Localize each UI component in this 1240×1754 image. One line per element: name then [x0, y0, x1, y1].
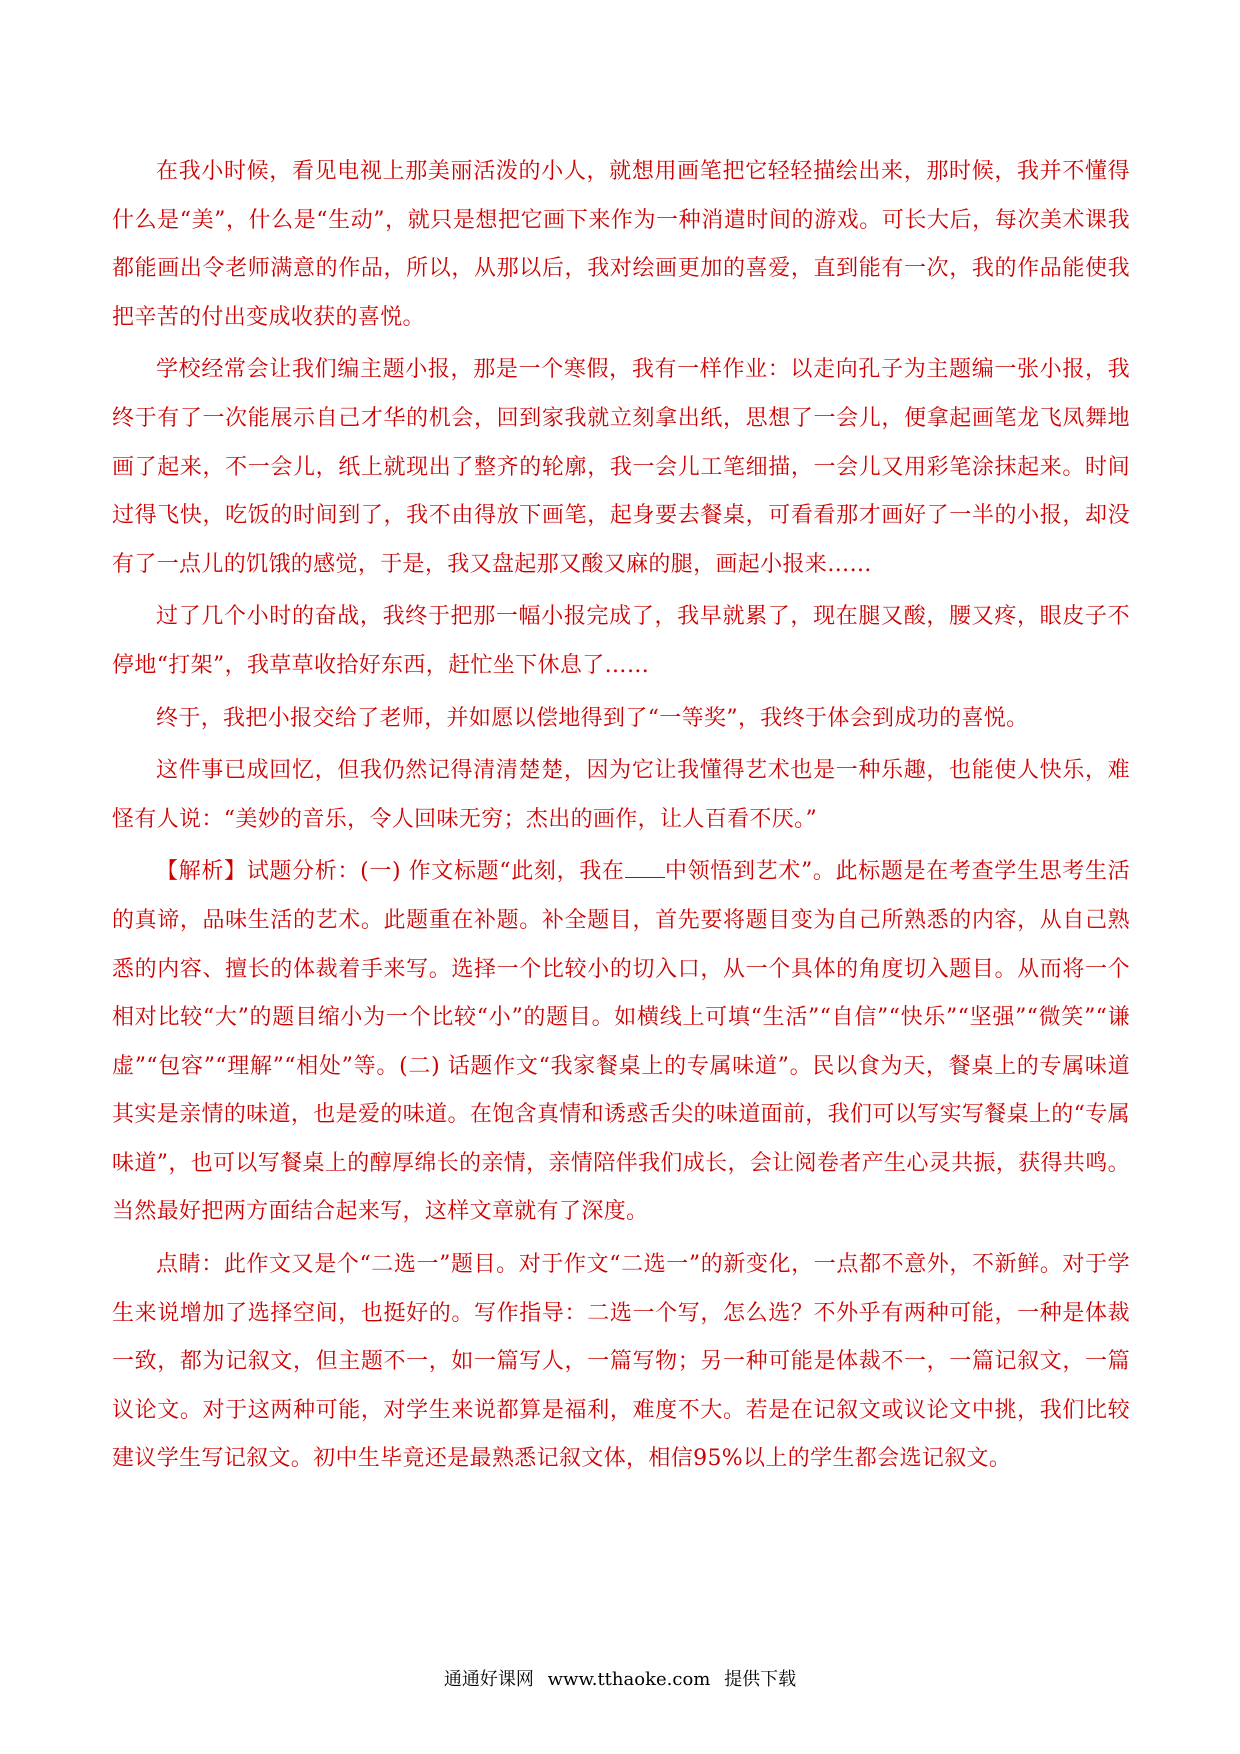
- essay-paragraph-1: 在我小时候，看见电视上那美丽活泼的小人，就想用画笔把它轻轻描绘出来，那时候，我并不懂得什么是“美”，什么是“生动”，就只是想把它画下来作为一种消遣时间的游戏。可长大后，每次美术课我都能画出令老师满意的作品，所以，从那以后，我对绘画更加的喜爱，直到能有一次，我的作品能使我把辛苦的付出变成收获的喜悦。: [112, 159, 1130, 330]
- essay-paragraph-3: 过了几个小时的奋战，我终于把那一幅小报完成了，我早就累了，现在腿又酸，腰又疼，眼皮子不停地“打架”，我草草收拾好东西，赶忙坐下休息了……: [112, 604, 1130, 678]
- footer-suffix: 提供下载: [724, 1669, 797, 1690]
- analysis-text-rest: 中领悟到艺术”。此标题是在考查学生思考生活的真谛，品味生活的艺术。此题重在补题。补全题目，首先要将题目变为自己所熟悉的内容，从自己熟悉的内容、擅长的体裁着手来写。选择一个比较小的切入口，从一个具体的角度切入题目。从而将一个相对比较“大”的题目缩小为一个比较“小”的题目。如横线上可填“生活”“自信”“快乐”“坚强”“微笑”“谦虚”“包容”“理解”“相处”等。(二) 话题作文“我家餐桌上的专属味道”。民以食为天，餐桌上的专属味道其实是亲情的味道，也是爱的味道。在饱含真情和诱惑舌尖的味道面前，我们可以写实写餐桌上的“专属味道”，也可以写餐桌上的醇厚绵长的亲情，亲情陪伴我们成长，会让阅卷者产生心灵共振，获得共鸣。当然最好把两方面结合起来写，这样文章就有了深度。: [112, 859, 1130, 1225]
- page-footer: [0, 1665, 1240, 1691]
- essay-paragraph-4: 终于，我把小报交给了老师，并如愿以偿地得到了“一等奖”，我终于体会到成功的喜悦。: [156, 705, 1029, 731]
- footer-site-name: 通通好课网: [443, 1669, 534, 1690]
- essay-paragraph-5: 这件事已成回忆，但我仍然记得清清楚楚，因为它让我懂得艺术也是一种乐趣，也能使人快乐，难怪有人说：“美妙的音乐，令人回味无穷；杰出的画作，让人百看不厌。”: [112, 758, 1130, 832]
- essay-paragraph-2: 学校经常会让我们编主题小报，那是一个寒假，我有一样作业：以走向孔子为主题编一张小报，我终于有了一次能展示自己才华的机会，回到家我就立刻拿出纸，思想了一会儿，便拿起画笔龙飞凤舞地画了起来，不一会儿，纸上就现出了整齐的轮廓，我一会儿工笔细描，一会儿又用彩笔涂抹起来。时间过得飞快，吃饭的时间到了，我不由得放下画笔，起身要去餐桌，可看看那才画好了一半的小报，却没有了一点儿的饥饿的感觉，于是，我又盘起那又酸又麻的腿，画起小报来……: [112, 357, 1130, 577]
- analysis-paragraph: [112, 848, 1130, 1237]
- footer-url[interactable]: www.tthaoke.com: [547, 1669, 711, 1690]
- document-body: [112, 148, 1130, 1488]
- fill-in-blank-line: [625, 859, 665, 878]
- comment-paragraph: 点睛：此作文又是个“二选一”题目。对于作文“二选一”的新变化，一点都不意外，不新鲜。对于学生来说增加了选择空间，也挺好的。写作指导：二选一个写，怎么选？不外乎有两种可能，一种是体裁一致，都为记叙文，但主题不一，如一篇写人，一篇写物；另一种可能是体裁不一，一篇记叙文，一篇议论文。对于这两种可能，对学生来说都算是福利，难度不大。若是在记叙文或议论文中挑，我们比较建议学生写记叙文。初中生毕竟还是最熟悉记叙文体，相信95%以上的学生都会选记叙文。: [112, 1252, 1130, 1472]
- analysis-tag: 【解析】: [156, 859, 247, 885]
- analysis-text-start: 试题分析：(一) 作文标题“此刻，我在: [246, 859, 625, 885]
